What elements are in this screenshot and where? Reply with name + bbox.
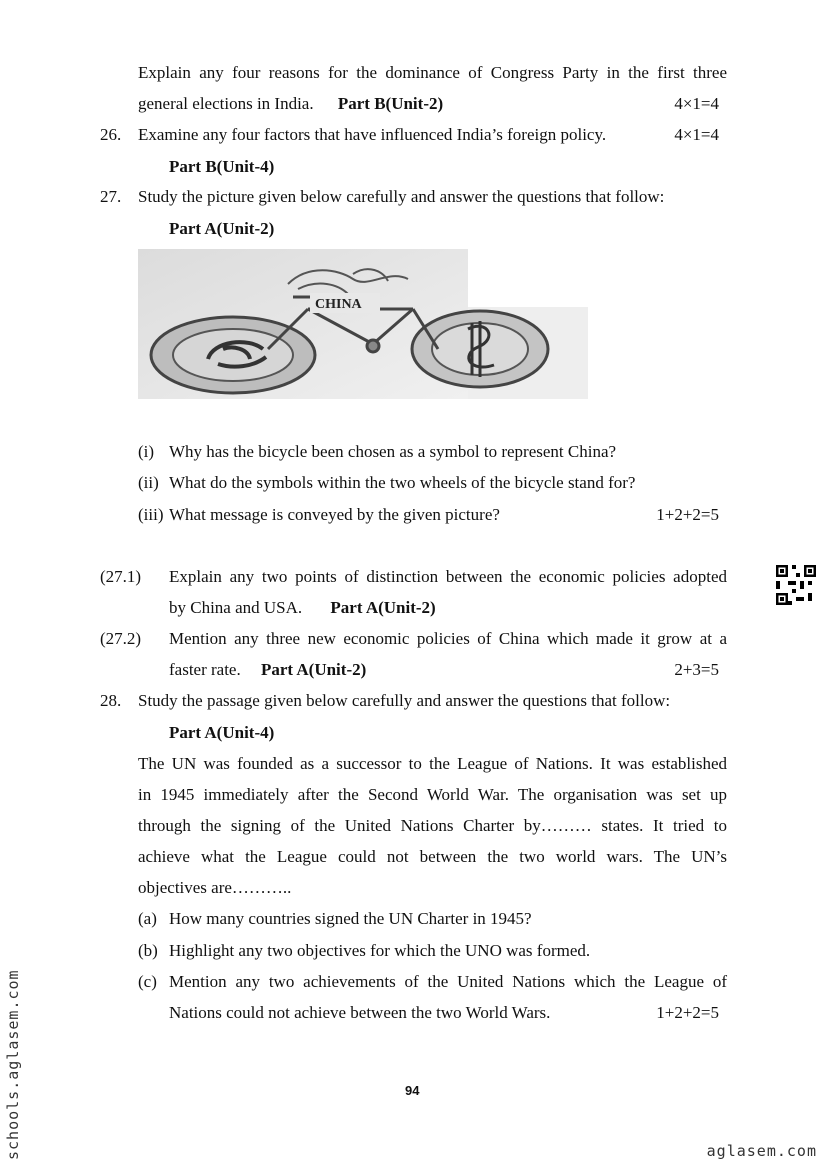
q25-part-label: Part B(Unit-2)	[337, 94, 444, 113]
q28-text: Study the passage given below carefully and answer the questions that follow:	[138, 691, 671, 710]
q27-number: 27.	[100, 187, 122, 206]
q28-sub-c-line-1: Mention any two achievements of the United Nations which the League of	[169, 972, 727, 991]
q26-number: 26.	[100, 125, 122, 144]
q27-2-line-2	[169, 659, 366, 681]
q27-sub-iii-label: (iii)	[138, 505, 164, 524]
q28-passage-line-2: in 1945 immediately after the Second World War. The organisation was set up	[138, 785, 727, 804]
q25-line-2	[138, 93, 443, 115]
watermark-bottom: aglasem.com	[706, 1142, 817, 1160]
q28-passage-line-5: objectives are………..	[138, 878, 292, 897]
q27-2-marks: 2+3=5	[674, 660, 719, 679]
q27-2-text: faster rate.	[169, 660, 241, 679]
q26-marks: 4×1=4	[674, 125, 719, 144]
q27-text: Study the picture given below carefully and answer the questions that follow:	[138, 187, 665, 206]
china-bicycle-cartoon	[138, 249, 588, 399]
q27-sub-i-text: Why has the bicycle been chosen as a symbol to represent China?	[169, 442, 617, 461]
q27-2-line-1: Mention any three new economic policies of China which made it grow at a	[169, 629, 727, 648]
q28-sub-a-text: How many countries signed the UN Charter in 1945?	[169, 909, 532, 928]
watermark-side: schools.aglasem.com	[4, 969, 22, 1160]
q28-sub-a-label: (a)	[138, 909, 157, 928]
qr-code	[776, 565, 816, 605]
q28-part-label: Part A(Unit-4)	[169, 723, 275, 742]
q28-passage-line-1: The UN was founded as a successor to the League of Nations. It was established	[138, 754, 727, 773]
q27-1-line-2	[169, 597, 436, 619]
q28-sub-c-line-2: Nations could not achieve between the two World Wars.	[169, 1003, 551, 1022]
china-label: CHINA	[315, 297, 362, 312]
q27-1-part-label: Part A(Unit-2)	[330, 598, 436, 617]
q27-sub-ii-label: (ii)	[138, 473, 159, 492]
q28-number: 28.	[100, 691, 122, 710]
q27-1-line-1: Explain any two points of distinction between the economic policies adopted	[169, 567, 727, 586]
right-wheel	[412, 311, 548, 387]
q28-marks: 1+2+2=5	[656, 1003, 719, 1022]
q27-sub-iii-text: What message is conveyed by the given picture?	[169, 505, 500, 524]
q27-2-number: (27.2)	[100, 629, 142, 648]
q27-marks: 1+2+2=5	[656, 505, 719, 524]
q27-1-number: (27.1)	[100, 567, 142, 586]
page-number: 94	[405, 1083, 420, 1098]
q28-sub-c-label: (c)	[138, 972, 157, 991]
q25-line-1: Explain any four reasons for the dominance of Congress Party in the first three	[138, 63, 727, 82]
q26-part-label: Part B(Unit-4)	[169, 157, 275, 176]
q28-sub-b-text: Highlight any two objectives for which the UNO was formed.	[169, 941, 591, 960]
q28-passage-line-3: through the signing of the United Nations Charter by……… states. It tried to	[138, 816, 727, 835]
q25-marks: 4×1=4	[674, 94, 719, 113]
q27-1-text: by China and USA.	[169, 598, 303, 617]
q28-sub-b-label: (b)	[138, 941, 158, 960]
q27-sub-i-label: (i)	[138, 442, 155, 461]
q25-text: general elections in India.	[138, 94, 314, 113]
q26-text: Examine any four factors that have influenced India’s foreign policy.	[138, 125, 607, 144]
q27-2-part-label: Part A(Unit-2)	[260, 660, 367, 679]
q27-sub-ii-text: What do the symbols within the two wheels of the bicycle stand for?	[169, 473, 636, 492]
q28-passage-line-4: achieve what the League could not between the two world wars. The UN’s	[138, 847, 727, 866]
q27-part-label: Part A(Unit-2)	[169, 219, 275, 238]
